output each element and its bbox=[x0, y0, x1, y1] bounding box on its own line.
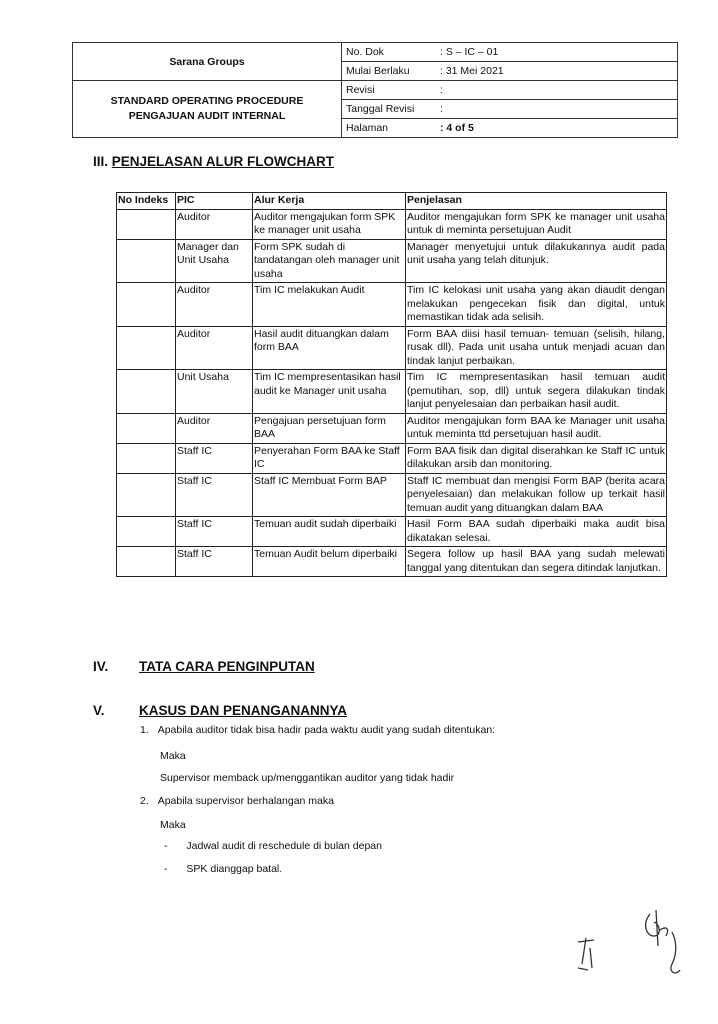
case-1-text: Apabila auditor tidak bisa hadir pada waktu audit yang sudah ditentukan: bbox=[157, 724, 496, 736]
table-row bbox=[117, 473, 667, 517]
bullet-text: SPK dianggap batal. bbox=[186, 863, 283, 875]
cell-pic: Unit Usaha bbox=[176, 370, 253, 414]
document-title-line1: STANDARD OPERATING PROCEDURE bbox=[110, 95, 304, 107]
cell-pic: Auditor bbox=[176, 413, 253, 443]
bullet-text: Jadwal audit di reschedule di bulan depan bbox=[186, 840, 382, 852]
header-value-revisi: : bbox=[436, 81, 678, 100]
document-header-table bbox=[72, 42, 678, 138]
document-title bbox=[73, 81, 342, 138]
cell-penjelasan: Auditor mengajukan form BAA ke Manager unit usaha untuk meminta ttd persetujuan hasil audit. bbox=[406, 413, 667, 443]
col-header-pic: PIC bbox=[176, 193, 253, 210]
cell-penjelasan: Form BAA fisik dan digital diserahkan ke Staff IC untuk dilakukan arsib dan monitoring. bbox=[406, 443, 667, 473]
document-title-line2: PENGAJUAN AUDIT INTERNAL bbox=[128, 110, 286, 122]
cell-penjelasan: Hasil Form BAA sudah diperbaiki maka audit bisa dikatakan selesai. bbox=[406, 517, 667, 547]
cell-no-indeks bbox=[117, 547, 176, 577]
cell-penjelasan: Staff IC membuat dan mengisi Form BAP (berita acara penyelesaian) dan melakukan follow up terkait hasil temuan audit yang dituangkan dalam BAA bbox=[406, 473, 667, 517]
table-row bbox=[117, 239, 667, 283]
cell-penjelasan: Tim IC kelokasi unit usaha yang akan diaudit dengan melakukan pengecekan fisik dan digital, untuk memastikan tidak ada selisih. bbox=[406, 283, 667, 327]
cell-pic: Auditor bbox=[176, 209, 253, 239]
section-3-heading bbox=[93, 154, 334, 169]
cell-pic: Auditor bbox=[176, 326, 253, 370]
case-2 bbox=[140, 795, 334, 807]
handwritten-signature bbox=[636, 906, 688, 978]
header-label-revisi: Revisi bbox=[342, 81, 437, 100]
case-1-result: Supervisor memback up/menggantikan auditor yang tidak hadir bbox=[160, 772, 455, 784]
cell-no-indeks bbox=[117, 326, 176, 370]
cell-penjelasan: Manager menyetujui untuk dilakukannya audit pada unit usaha yang telah ditunjuk. bbox=[406, 239, 667, 283]
cell-penjelasan: Tim IC mempresentasikan hasil temuan audit (pemutihan, sop, dll) untuk segera dilakukan tindak lanjut penyelesaian dan perbaikan hasil audit. bbox=[406, 370, 667, 414]
cell-no-indeks bbox=[117, 443, 176, 473]
table-row bbox=[117, 443, 667, 473]
cell-alur-kerja: Tim IC melakukan Audit bbox=[253, 283, 406, 327]
cell-alur-kerja: Tim IC mempresentasikan hasil audit ke Manager unit usaha bbox=[253, 370, 406, 414]
case-1-maka: Maka bbox=[160, 750, 186, 762]
dash-marker: - bbox=[164, 840, 168, 852]
section-3-number: III. bbox=[93, 154, 109, 169]
cell-no-indeks bbox=[117, 413, 176, 443]
col-header-alur-kerja: Alur Kerja bbox=[253, 193, 406, 210]
table-row bbox=[117, 326, 667, 370]
flowchart-table bbox=[116, 192, 667, 577]
cell-penjelasan: Form BAA diisi hasil temuan- temuan (selisih, hilang, rusak dll). Pada unit usaha untuk menjadi acuan dan tindak lanjut perbaikan. bbox=[406, 326, 667, 370]
col-header-no-indeks: No Indeks bbox=[117, 193, 176, 210]
header-label-no-dok: No. Dok bbox=[342, 43, 437, 62]
cell-pic: Auditor bbox=[176, 283, 253, 327]
case-2-maka: Maka bbox=[160, 819, 186, 831]
case-2-bullet-2 bbox=[164, 863, 282, 875]
cell-pic: Staff IC bbox=[176, 547, 253, 577]
cell-penjelasan: Auditor mengajukan form SPK ke manager unit usaha untuk di meminta persetujuan Audit bbox=[406, 209, 667, 239]
cell-pic: Manager dan Unit Usaha bbox=[176, 239, 253, 283]
case-2-bullet-1 bbox=[164, 840, 382, 852]
cell-no-indeks bbox=[117, 209, 176, 239]
cell-pic: Staff IC bbox=[176, 443, 253, 473]
section-4-number: IV. bbox=[93, 659, 109, 674]
header-label-halaman: Halaman bbox=[342, 119, 437, 138]
flowchart-table-header bbox=[117, 193, 667, 210]
case-1-number: 1. bbox=[140, 724, 149, 736]
cell-pic: Staff IC bbox=[176, 473, 253, 517]
header-label-tanggal-revisi: Tanggal Revisi bbox=[342, 100, 437, 119]
cell-alur-kerja: Penyerahan Form BAA ke Staff IC bbox=[253, 443, 406, 473]
cell-alur-kerja: Temuan audit sudah diperbaiki bbox=[253, 517, 406, 547]
section-5-title: KASUS DAN PENANGANANNYA bbox=[139, 703, 348, 718]
table-row bbox=[117, 517, 667, 547]
table-row bbox=[117, 209, 667, 239]
cell-alur-kerja: Temuan Audit belum diperbaiki bbox=[253, 547, 406, 577]
cell-alur-kerja: Pengajuan persetujuan form BAA bbox=[253, 413, 406, 443]
case-1 bbox=[140, 724, 495, 736]
cell-no-indeks bbox=[117, 239, 176, 283]
cell-no-indeks bbox=[117, 370, 176, 414]
cell-no-indeks bbox=[117, 283, 176, 327]
cell-alur-kerja: Staff IC Membuat Form BAP bbox=[253, 473, 406, 517]
table-row bbox=[117, 283, 667, 327]
company-name: Sarana Groups bbox=[73, 43, 342, 81]
section-4-title: TATA CARA PENGINPUTAN bbox=[139, 659, 315, 674]
col-header-penjelasan: Penjelasan bbox=[406, 193, 667, 210]
cell-no-indeks bbox=[117, 473, 176, 517]
table-row bbox=[117, 413, 667, 443]
header-label-mulai-berlaku: Mulai Berlaku bbox=[342, 62, 437, 81]
section-5-number: V. bbox=[93, 703, 105, 718]
case-2-text: Apabila supervisor berhalangan maka bbox=[157, 795, 334, 807]
section-3-title: PENJELASAN ALUR FLOWCHART bbox=[111, 154, 335, 169]
cell-penjelasan: Segera follow up hasil BAA yang sudah melewati tanggal yang ditentukan dan segera ditindak lanjutkan. bbox=[406, 547, 667, 577]
cell-alur-kerja: Hasil audit dituangkan dalam form BAA bbox=[253, 326, 406, 370]
header-value-tanggal-revisi: : bbox=[436, 100, 678, 119]
section-4-heading bbox=[93, 659, 315, 674]
header-value-mulai-berlaku: : 31 Mei 2021 bbox=[436, 62, 678, 81]
header-value-no-dok: : S – IC – 01 bbox=[436, 43, 678, 62]
table-row bbox=[117, 370, 667, 414]
handwritten-initial bbox=[572, 934, 600, 974]
cell-pic: Staff IC bbox=[176, 517, 253, 547]
cell-alur-kerja: Form SPK sudah di tandatangan oleh manager unit usaha bbox=[253, 239, 406, 283]
cell-alur-kerja: Auditor mengajukan form SPK ke manager unit usaha bbox=[253, 209, 406, 239]
dash-marker: - bbox=[164, 863, 168, 875]
cell-no-indeks bbox=[117, 517, 176, 547]
table-row bbox=[117, 547, 667, 577]
header-value-halaman: : 4 of 5 bbox=[436, 119, 678, 138]
section-5-heading bbox=[93, 703, 347, 718]
case-2-number: 2. bbox=[140, 795, 149, 807]
